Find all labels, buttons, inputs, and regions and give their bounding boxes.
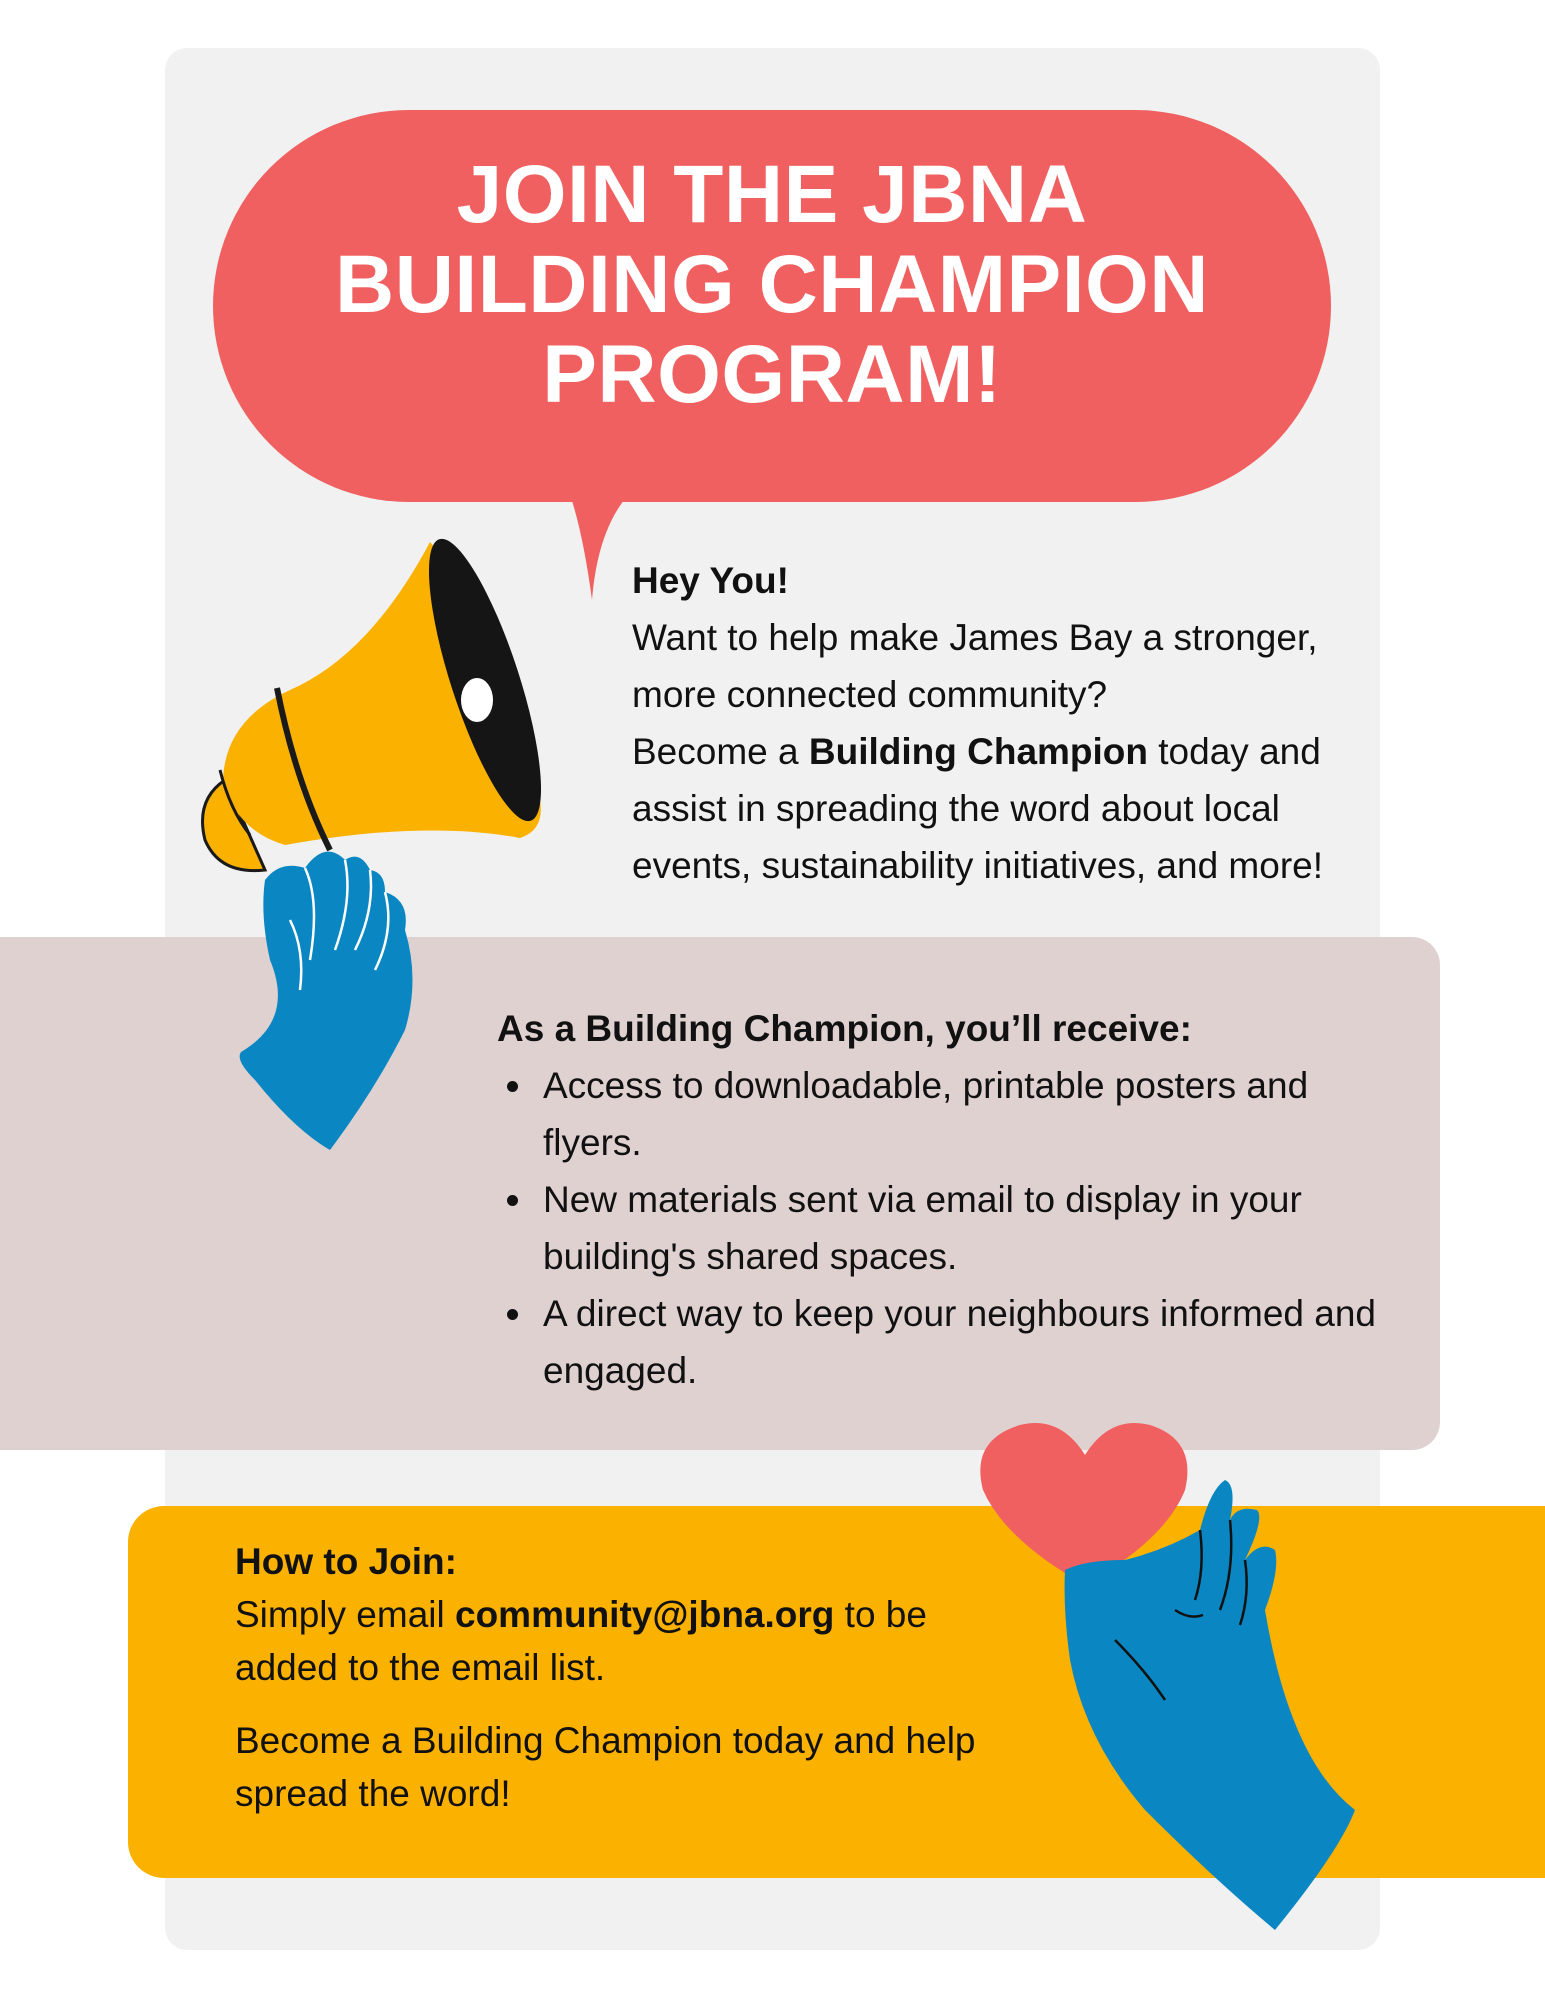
list-item-text: New materials sent via email to display in your (543, 1179, 1302, 1220)
spacer (235, 1694, 1035, 1714)
intro-bold-text: Building Champion (808, 731, 1148, 772)
intro-text: Become a (632, 731, 809, 772)
intro-line: more connected community? (632, 674, 1108, 715)
list-item-text: A direct way to keep your neighbours informed and (543, 1293, 1376, 1334)
list-item (497, 1171, 1417, 1285)
benefits-list (497, 1057, 1417, 1399)
benefits-heading: As a Building Champion, you’ll receive: (497, 1008, 1192, 1049)
intro-section (632, 552, 1352, 894)
list-item (497, 1057, 1417, 1171)
heart-hand-illustration (975, 1410, 1370, 1930)
join-text: to be (834, 1594, 927, 1635)
list-item-text: flyers. (543, 1122, 642, 1163)
intro-heading: Hey You! (632, 560, 789, 601)
title-line-1: JOIN THE JBNA (456, 149, 1088, 240)
intro-line: events, sustainability initiatives, and more! (632, 845, 1324, 886)
title-line-3: PROGRAM! (542, 329, 1002, 421)
title-line-2: BUILDING CHAMPION (334, 239, 1210, 331)
page-title (213, 150, 1331, 421)
join-section (235, 1535, 1035, 1820)
benefits-section (497, 1000, 1417, 1399)
join-heading: How to Join: (235, 1541, 457, 1582)
list-item-text: engaged. (543, 1350, 698, 1391)
intro-text: today and (1148, 731, 1321, 772)
intro-line: Want to help make James Bay a stronger, (632, 617, 1318, 658)
join-line: added to the email list. (235, 1647, 606, 1688)
intro-line: assist in spreading the word about local (632, 788, 1280, 829)
join-text: Simply email (235, 1594, 455, 1635)
intro-line (632, 723, 1352, 780)
join-line: Become a Building Champion today and help (235, 1720, 976, 1761)
join-line: spread the word! (235, 1773, 511, 1814)
join-line (235, 1588, 1035, 1641)
list-item (497, 1285, 1417, 1399)
list-item-text: Access to downloadable, printable posters and (543, 1065, 1309, 1106)
list-item-text: building's shared spaces. (543, 1236, 958, 1277)
email-link[interactable]: community@jbna.org (455, 1594, 835, 1635)
hand-icon (235, 820, 445, 1150)
